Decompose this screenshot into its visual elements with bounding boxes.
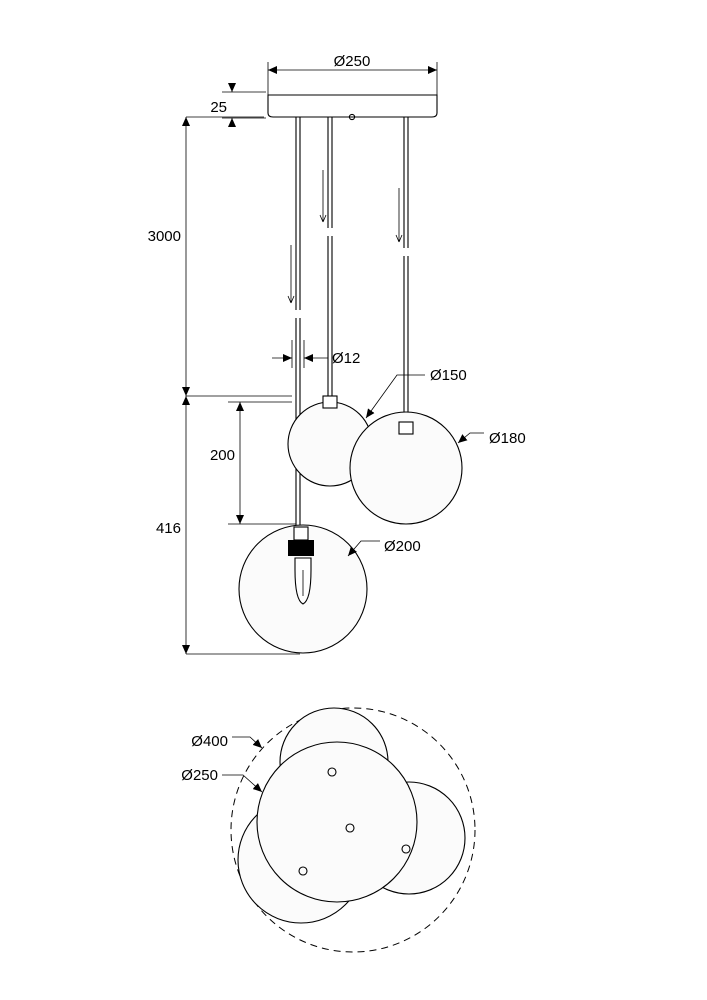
- leader-plan-canopy: [181, 767, 262, 792]
- dim-cable-diameter: [272, 340, 360, 368]
- top-plan-view: [181, 708, 475, 952]
- dim-suspension-length: [148, 117, 292, 396]
- label-suspension-length: 3000: [147, 228, 181, 245]
- label-cable-diameter: Ø12: [332, 350, 361, 367]
- globe-large: [239, 525, 367, 653]
- label-globe-small: Ø150: [430, 367, 467, 384]
- label-canopy-diameter: Ø250: [333, 53, 371, 70]
- label-drop-span: 416: [155, 520, 181, 537]
- globe-medium: [350, 412, 462, 524]
- ceiling-canopy: [268, 95, 437, 120]
- front-elevation-view: [148, 53, 526, 654]
- dim-canopy-diameter: [268, 53, 437, 100]
- label-canopy-thickness: 25: [210, 99, 227, 116]
- leader-globe-large: [348, 538, 421, 556]
- dim-globe-offset: [210, 402, 296, 524]
- plan-canopy-circle: [257, 742, 417, 902]
- leader-plan-envelope: [191, 733, 262, 750]
- leader-globe-medium: [458, 430, 526, 447]
- label-plan-canopy: Ø250: [181, 767, 218, 784]
- leader-globe-small: [366, 367, 467, 418]
- label-globe-medium: Ø180: [489, 430, 526, 447]
- dim-canopy-thickness: [210, 84, 266, 126]
- label-globe-offset: 200: [209, 447, 235, 464]
- label-globe-large: Ø200: [384, 538, 421, 555]
- label-plan-envelope: Ø400: [191, 733, 228, 750]
